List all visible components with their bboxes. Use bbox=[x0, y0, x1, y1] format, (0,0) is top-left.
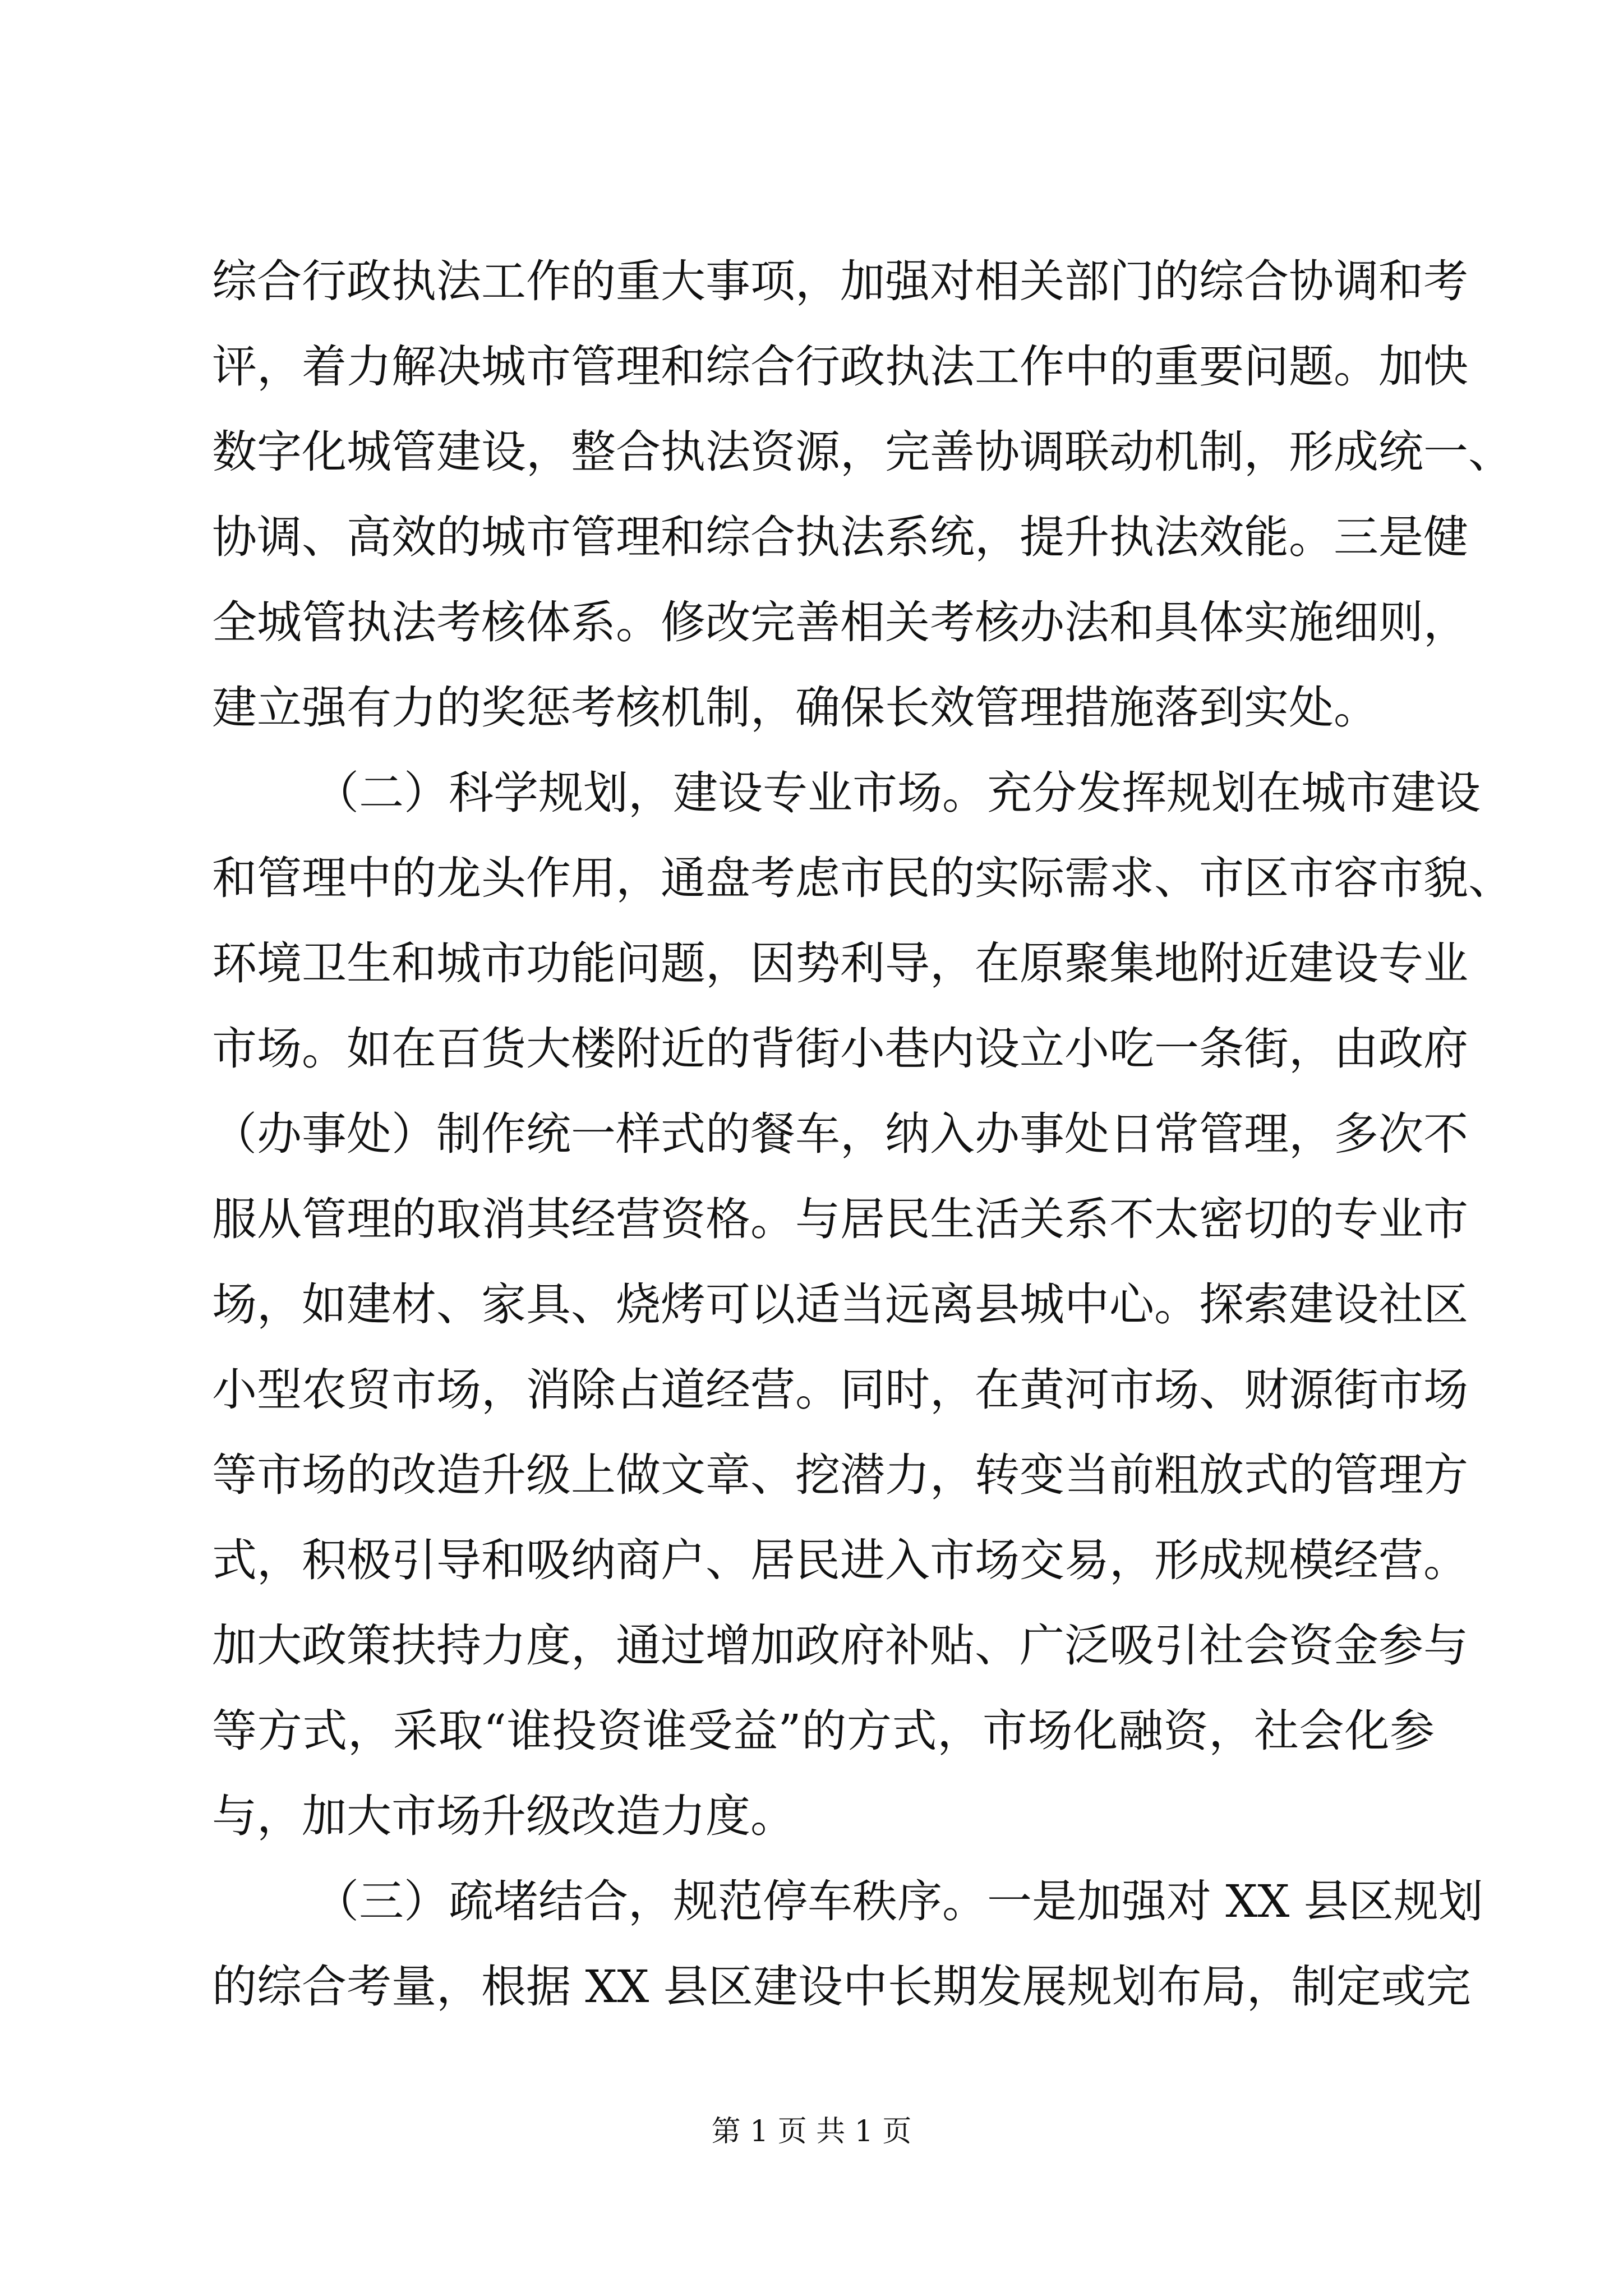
paragraph-line: （二）科学规划，建设专业市场。充分发挥规划在城市建设 bbox=[314, 767, 1481, 819]
paragraph-line: 市场。如在百货大楼附近的背街小巷内设立小吃一条街，由政府 bbox=[212, 1023, 1468, 1075]
paragraph-line: （三）疏堵结合，规范停车秩序。一是加强对 XX 县区规划 bbox=[314, 1875, 1483, 1927]
paragraph-line: 综合行政执法工作的重大事项，加强对相关部门的综合协调和考 bbox=[212, 255, 1468, 307]
paragraph-line: 小型农贸市场，消除占道经营。同时，在黄河市场、财源街市场 bbox=[212, 1364, 1468, 1416]
paragraph-line: 加大政策扶持力度，通过增加政府补贴、广泛吸引社会资金参与 bbox=[212, 1619, 1468, 1672]
paragraph-line: 评，着力解决城市管理和综合行政执法工作中的重要问题。加快 bbox=[212, 341, 1468, 393]
page-footer: 第 1 页 共 1 页 bbox=[711, 2115, 912, 2148]
paragraph-line: 与，加大市场升级改造力度。 bbox=[212, 1790, 795, 1842]
paragraph-line: 服从管理的取消其经营资格。与居民生活关系不太密切的专业市 bbox=[212, 1193, 1468, 1245]
paragraph-line: 全城管执法考核体系。修改完善相关考核办法和具体实施细则， bbox=[212, 596, 1468, 648]
paragraph-line: 等方式，采取“谁投资谁受益”的方式，市场化融资，社会化参 bbox=[212, 1705, 1435, 1757]
paragraph-line: 数字化城管建设，整合执法资源，完善协调联动机制，形成统一、 bbox=[212, 426, 1513, 478]
paragraph-line: 的综合考量，根据 XX 县区建设中长期发展规划布局，制定或完 bbox=[212, 1961, 1471, 2013]
paragraph-line: 场，如建材、家具、烧烤可以适当远离县城中心。探索建设社区 bbox=[212, 1278, 1468, 1331]
paragraph-line: 和管理中的龙头作用，通盘考虑市民的实际需求、市区市容市貌、 bbox=[212, 852, 1513, 904]
paragraph-line: 等市场的改造升级上做文章、挖潜力，转变当前粗放式的管理方 bbox=[212, 1449, 1468, 1501]
paragraph-line: （办事处）制作统一样式的餐车，纳入办事处日常管理，多次不 bbox=[212, 1108, 1468, 1160]
paragraph-line: 协调、高效的城市管理和综合执法系统，提升执法效能。三是健 bbox=[212, 511, 1468, 563]
paragraph-line: 建立强有力的奖惩考核机制，确保长效管理措施落到实处。 bbox=[212, 682, 1378, 734]
paragraph-line: 式，积极引导和吸纳商户、居民进入市场交易，形成规模经营。 bbox=[212, 1534, 1468, 1586]
paragraph-line: 环境卫生和城市功能问题，因势利导，在原聚集地附近建设专业 bbox=[212, 937, 1468, 990]
